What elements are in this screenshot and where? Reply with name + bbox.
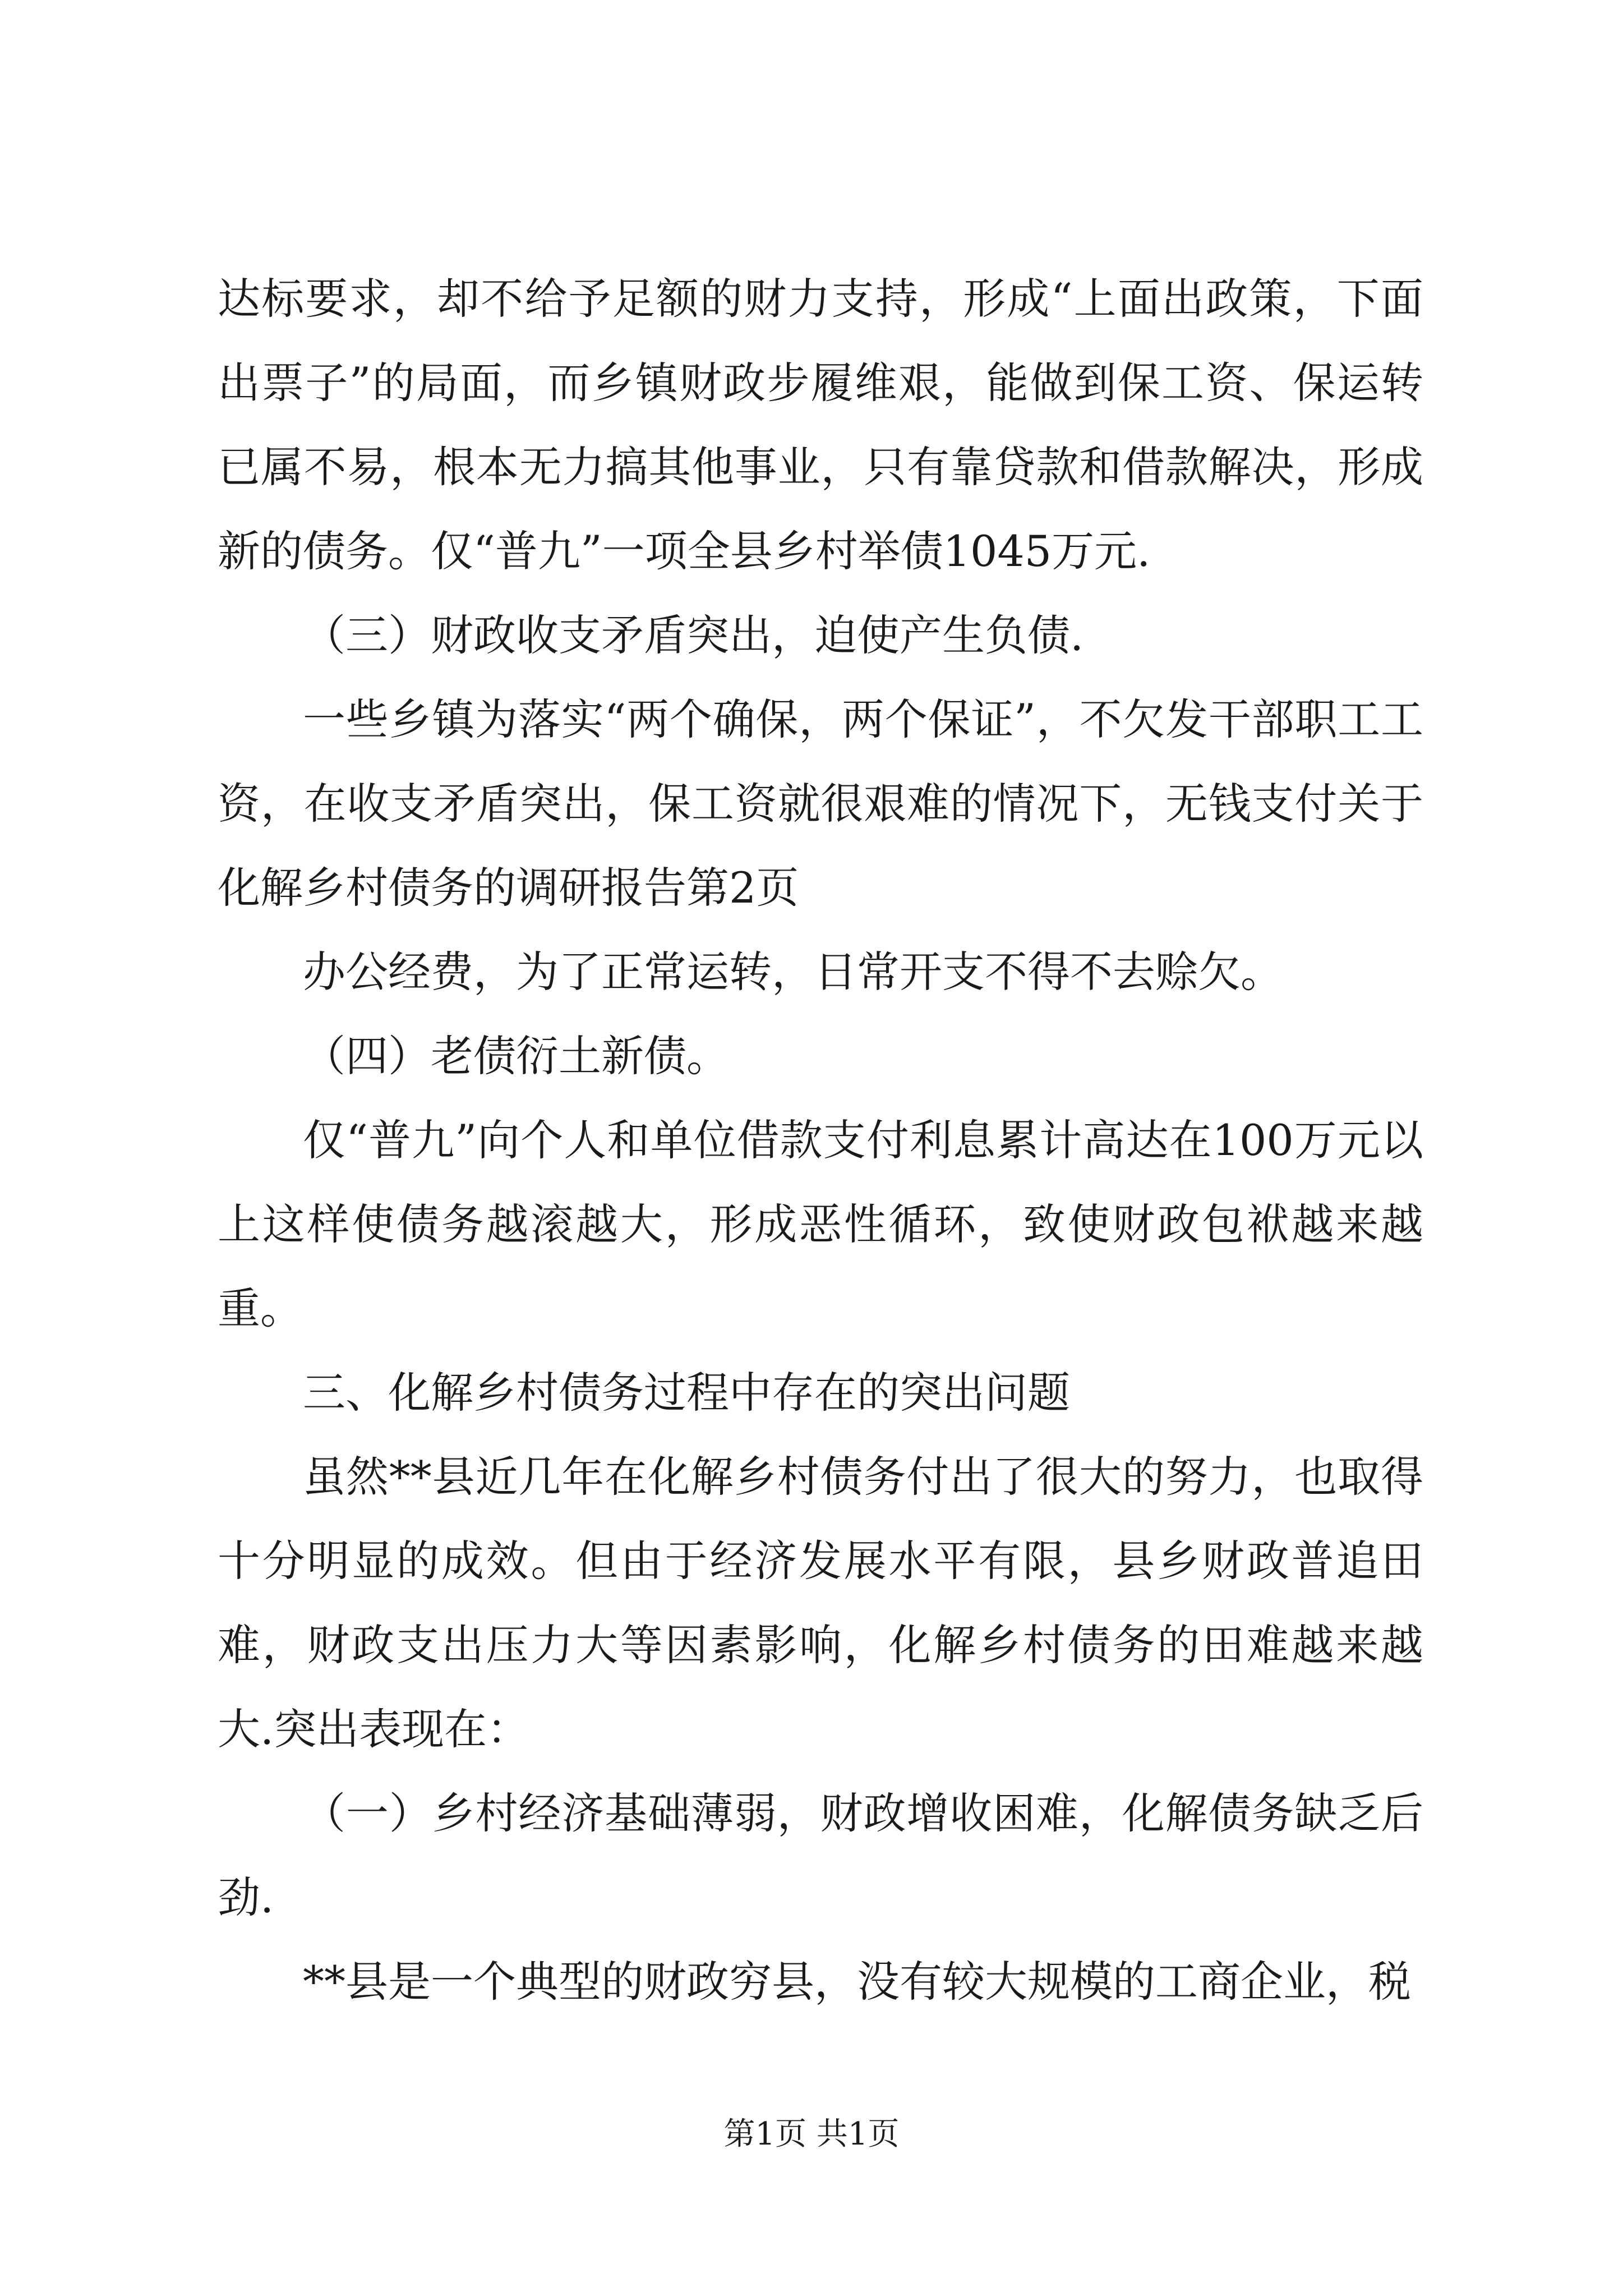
- paragraph-3: 一些乡镇为落实“两个确保，两个保证”，不欠发干部职工工资，在收支矛盾突出，保工资就很艰难的情况下，无钱支付关于化解乡村债务的调研报告第2页: [218, 694, 1423, 913]
- paragraph-9: （一）乡村经济基础薄弱，财政增收困难，化解债务缺乏后劲.: [218, 1788, 1423, 1922]
- paragraph-8: 虽然**县近几年在化解乡村债务付出了很大的努力，也取得十分明显的成效。但由于经济发展水平有限，县乡财政普追田难，财政支出压力大等因素影响，化解乡村债务的田难越来越大.突出表现在：: [218, 1452, 1423, 1754]
- paragraph-1: 达标要求，却不给予足额的财力支持，形成“上面出政策，下面出票子”的局面，而乡镇财政步履维艰，能做到保工资、保运转已属不易，根本无力搞其他事业，只有靠贷款和借款解决，形成新的债务。仅“普九”一项全县乡村举债1045万元.: [218, 274, 1423, 576]
- page-footer: 第1页 共1页: [723, 2116, 900, 2152]
- section-heading: 三、化解乡村债务过程中存在的突出问题: [303, 1368, 1070, 1418]
- paragraph-4: 办公经费，为了正常运转，日常开支不得不去赊欠。: [303, 947, 1283, 997]
- paragraph-6: 仅“普九”向个人和单位借款支付利息累计高达在100万元以上这样使债务越滚越大，形成恶性循环，致使财政包袱越来越重。: [218, 1115, 1423, 1333]
- paragraph-2: （三）财政收支矛盾突出，迫使产生负债.: [303, 610, 1084, 660]
- paragraph-10: **县是一个典型的财政穷县，没有较大规模的工商企业，税: [303, 1957, 1411, 2007]
- document-body: [218, 257, 1423, 2024]
- paragraph-5: （四）老债衍土新债。: [303, 1031, 729, 1081]
